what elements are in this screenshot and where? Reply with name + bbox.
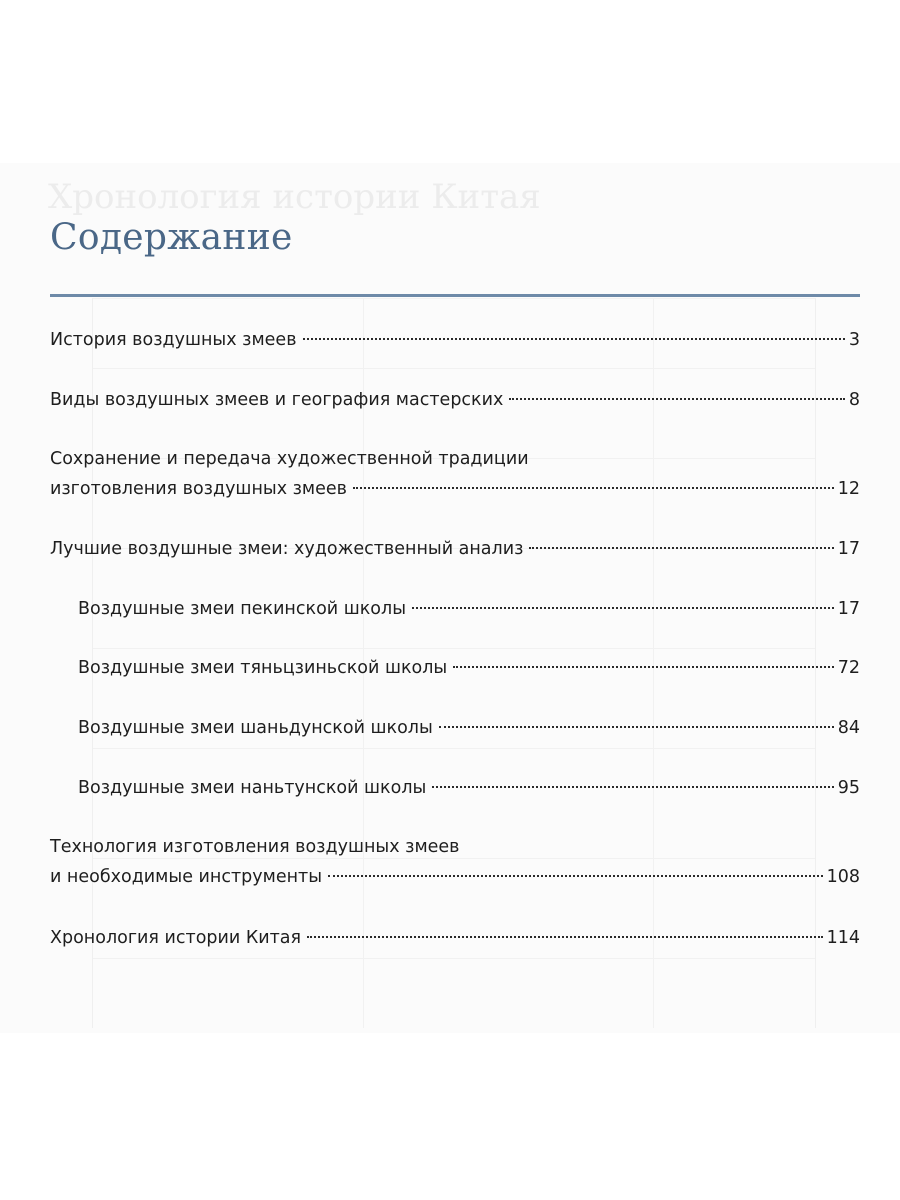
toc-subentry[interactable]: [78, 653, 860, 683]
dot-leader: [353, 487, 834, 489]
toc-page-number: 114: [826, 928, 860, 948]
toc-page-number: 3: [848, 330, 860, 350]
dot-leader: [412, 607, 834, 609]
toc-entry-title: Воздушные змеи тяньцзиньской школы: [78, 658, 448, 678]
toc-entry-title: Лучшие воздушные змеи: художественный анализ: [50, 539, 524, 559]
show-through-line: [93, 748, 815, 749]
toc-page-number: 72: [837, 658, 860, 678]
toc-entry[interactable]: [50, 832, 860, 892]
dot-leader: [432, 786, 833, 788]
toc-page-number: 84: [837, 718, 860, 738]
show-through-title: Хронология истории Китая: [48, 177, 541, 217]
dot-leader: [453, 666, 833, 668]
toc-entry-title: Хронология истории Китая: [50, 928, 302, 948]
show-through-line: [93, 298, 815, 299]
toc-entry[interactable]: [50, 385, 860, 415]
toc-subentry[interactable]: [78, 713, 860, 743]
show-through-line: [93, 648, 815, 649]
toc-page-number: 12: [837, 479, 860, 499]
show-through-line: [93, 958, 815, 959]
toc-entry[interactable]: [50, 444, 860, 504]
toc-page-number: 17: [837, 599, 860, 619]
toc-entry-title-line: Технология изготовления воздушных змеев: [50, 837, 460, 857]
dot-leader: [529, 547, 833, 549]
toc-entry-title: Воздушные змеи шаньдунской школы: [78, 718, 433, 738]
toc-page-number: 17: [837, 539, 860, 559]
toc-subentry[interactable]: [78, 773, 860, 803]
toc-entry[interactable]: [50, 923, 860, 953]
page-title: Содержание: [50, 217, 293, 258]
dot-leader: [328, 875, 823, 877]
title-rule: [50, 294, 860, 297]
show-through-line: [93, 368, 815, 369]
dot-leader: [307, 936, 823, 938]
dot-leader: [303, 338, 845, 340]
book-page: [0, 163, 900, 1033]
toc-entry[interactable]: [50, 534, 860, 564]
toc-entry-title: Воздушные змеи наньтунской школы: [78, 778, 427, 798]
dot-leader: [509, 398, 845, 400]
toc-entry[interactable]: [50, 325, 860, 355]
toc-subentry[interactable]: [78, 594, 860, 624]
toc-entry-title: и необходимые инструменты: [50, 867, 323, 887]
dot-leader: [439, 726, 834, 728]
toc-entry-title: Виды воздушных змеев и география мастерских: [50, 390, 504, 410]
toc-page-number: 8: [848, 390, 860, 410]
toc-page-number: 108: [826, 867, 860, 887]
toc-entry-title-line: Сохранение и передача художественной традиции: [50, 449, 529, 469]
toc-entry-title: Воздушные змеи пекинской школы: [78, 599, 407, 619]
toc-entry-title: История воздушных змеев: [50, 330, 297, 350]
toc-page-number: 95: [837, 778, 860, 798]
toc-entry-title: изготовления воздушных змеев: [50, 479, 347, 499]
